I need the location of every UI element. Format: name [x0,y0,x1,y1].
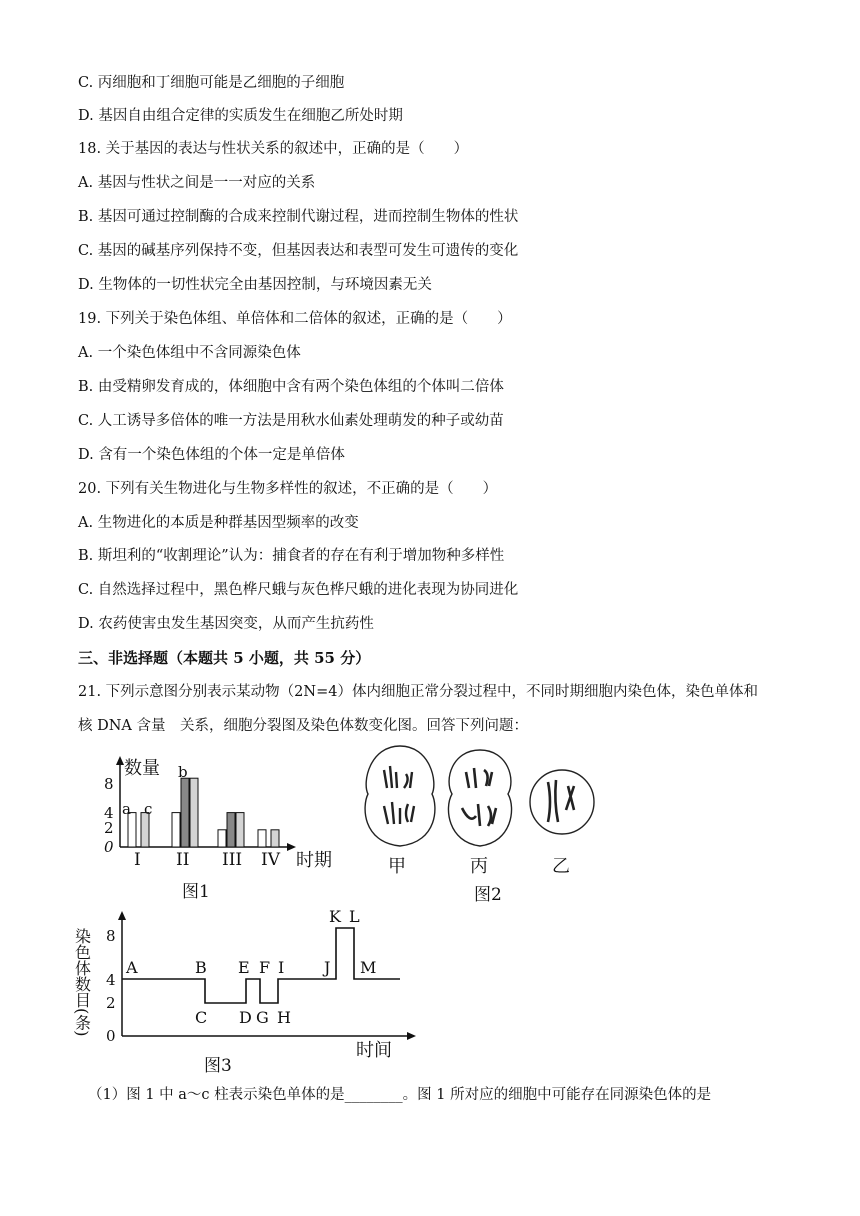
option-18c: C. 基因的碱基序列保持不变，但基因表达和表型可发生可遗传的变化 [78,243,519,259]
fig1-cat-IV: IV [261,850,280,870]
fig3-ytick-0: 0 [106,1027,116,1045]
option-19c: C. 人工诱导多倍体的唯一方法是用秋水仙素处理萌发的种子或幼苗 [78,413,504,429]
option-19b: B. 由受精卵发育成的，体细胞中含有两个染色体组的个体叫二倍体 [78,379,504,395]
fig3-ytick-4: 4 [106,971,116,989]
question-19: 19. 下列关于染色体组、单倍体和二倍体的叙述，正确的是（ ） [78,311,512,327]
fig3-point-F: F [259,958,271,977]
fig1-bar-b-III [227,813,235,847]
fig3-caption: 图3 [204,1056,232,1076]
fig1-x-arrow [287,843,296,851]
fig3-ylabel-text: 染色体数目(条) [72,928,92,1037]
fig3-point-M: M [360,958,377,977]
section-title: 三、非选择题（本题共 5 小题，共 55 分） [78,649,371,667]
fig3-point-D: D [239,1008,252,1027]
fig1-bar-c-IV [271,830,279,847]
fig1-bar-a-IV [258,830,266,847]
fig2-label-yi: 乙 [552,856,570,877]
fig1-bar-label-c: c [144,800,153,818]
question-21-line1: 21. 下列示意图分别表示某动物（2N=4）体内细胞正常分裂过程中，不同时期细胞内染色体，染色单体和 [78,684,758,700]
figure-2-cells [350,742,600,907]
option-17c: C. 丙细胞和丁细胞可能是乙细胞的子细胞 [78,75,345,91]
option-20c: C. 自然选择过程中，黑色桦尺蛾与灰色桦尺蛾的进化表现为协同进化 [78,582,519,598]
fig1-cat-II: II [176,850,190,870]
question-20: 20. 下列有关生物进化与生物多样性的叙述，不正确的是（ ） [78,481,498,497]
fig1-ytick-8: 8 [104,775,114,793]
fig2-label-bing: 丙 [470,856,488,877]
question-21-line2: 核 DNA 含量 关系，细胞分裂图及染色体数变化图。回答下列问题： [78,718,529,734]
fig1-xlabel: 时期 [296,850,332,871]
fig2-caption: 图2 [474,885,502,905]
fig1-bar-b-II [181,778,189,847]
fig1-caption: 图1 [182,882,210,902]
fig1-bar-c-II [190,778,198,847]
option-19d: D. 含有一个染色体组的个体一定是单倍体 [78,447,345,463]
fig1-cat-I: I [134,850,141,870]
option-19a: A. 一个染色体组中不含同源染色体 [78,345,301,361]
option-20a: A. 生物进化的本质是种群基因型频率的改变 [78,515,359,531]
fig3-point-B: B [195,958,207,977]
fig3-point-A: A [126,958,138,977]
figure-1-bar-chart [98,752,338,902]
fig1-ylabel: 数量 [124,758,160,779]
cell-yi [530,770,594,834]
fig3-x-arrow [407,1032,416,1040]
option-18b: B. 基因可通过控制酶的合成来控制代谢过程，进而控制生物体的性状 [78,209,519,225]
fig3-point-G: G [256,1008,269,1027]
fig3-point-E: E [238,958,250,977]
fig3-point-L: L [349,907,360,926]
fig3-y-arrow [118,911,126,920]
question-21-sub1: （1）图 1 中 a～c 柱表示染色单体的是________。图 1 所对应的细胞中可能存在同源染色体的是 [88,1087,712,1103]
option-17d: D. 基因自由组合定律的实质发生在细胞乙所处时期 [78,108,403,124]
fig3-ylabel [73,928,92,1036]
fig1-bar-label-b: b [178,763,188,781]
option-20b: B. 斯坦利的“收割理论”认为：捕食者的存在有利于增加物种多样性 [78,548,505,564]
cell-bing [448,750,511,846]
fig3-xlabel: 时间 [356,1040,392,1061]
option-18d: D. 生物体的一切性状完全由基因控制，与环境因素无关 [78,277,432,293]
fig3-point-I: I [278,958,285,977]
fig1-ytick-4: 4 [104,804,114,822]
fig3-ytick-8: 8 [106,927,116,945]
cell-jia [365,746,435,846]
fig2-label-jia: 甲 [388,856,406,877]
fig1-bar-a-II [172,813,180,847]
figure-3-line-chart [72,906,428,1076]
fig1-ytick-0: 0 [104,838,114,856]
fig1-bar-c-III [236,813,244,847]
fig3-ytick-2: 2 [106,994,116,1012]
fig3-point-C: C [195,1008,208,1027]
fig3-point-K: K [329,907,341,926]
option-20d: D. 农药使害虫发生基因突变，从而产生抗药性 [78,616,374,632]
question-18: 18. 关于基因的表达与性状关系的叙述中，正确的是（ ） [78,141,469,157]
fig1-ytick-2: 2 [104,819,114,837]
fig1-bar-a-III [218,830,226,847]
fig3-point-H: H [277,1008,291,1027]
fig1-cat-III: III [222,850,243,870]
fig3-point-J: J [324,958,331,977]
option-18a: A. 基因与性状之间是一一对应的关系 [78,175,316,191]
fig1-bar-label-a: a [122,800,131,818]
fig1-y-arrow [116,756,124,765]
